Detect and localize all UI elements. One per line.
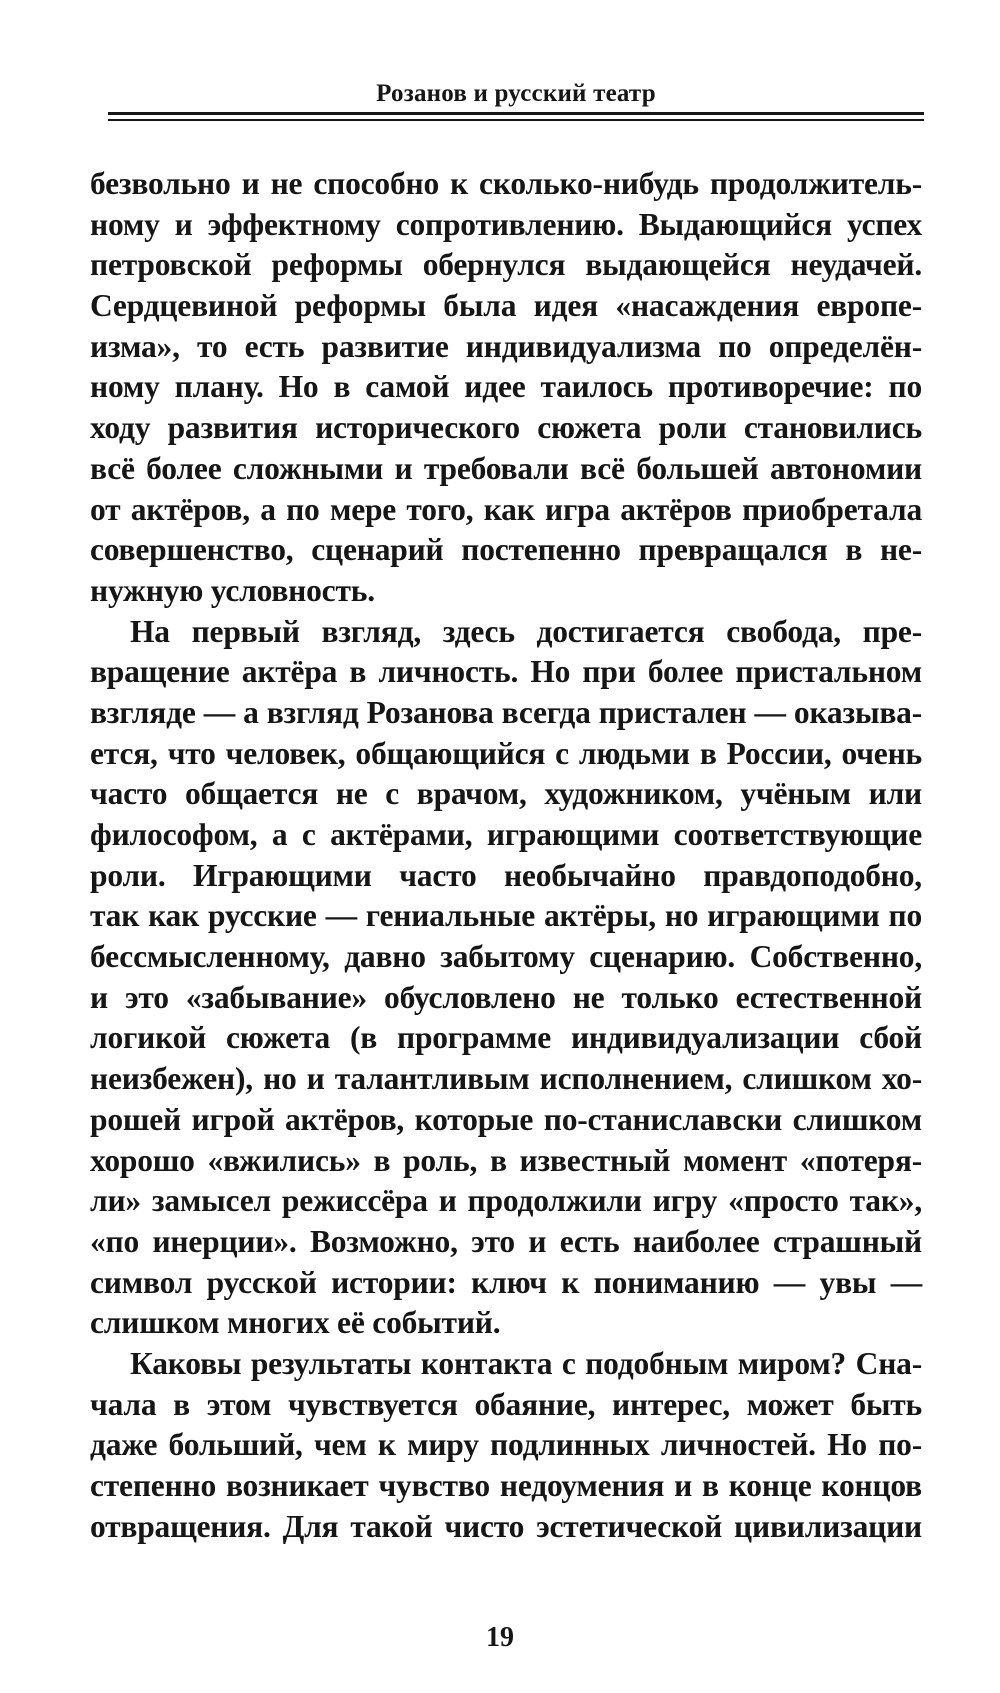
text-line: символ русской истории: ключ к пониманию — увы —: [90, 1264, 922, 1300]
text-line: совершенство, сценарий постепенно превращался в не-: [90, 532, 922, 568]
running-head: Розанов и русский театр: [376, 80, 656, 107]
text-line: безвольно и не способно к сколько-нибудь продолжитель-: [90, 166, 922, 201]
text-line: часто общается не с врачом, художником, учёным или: [90, 776, 922, 812]
text-line: так как русские — гениальные актёры, но играющими по: [90, 898, 922, 934]
text-line: даже больший, чем к миру подлинных личностей. Но по-: [90, 1427, 922, 1463]
text-line: ется, что человек, общающийся с людьми в России, очень: [90, 735, 922, 771]
text-line: вращение актёра в личность. Но при более пристальном: [90, 654, 922, 690]
text-line: ли» замысел режиссёра и продолжили игру «просто так»,: [90, 1183, 922, 1219]
text-line: петровской реформы обернулся выдающейся неудачей.: [90, 247, 922, 283]
text-line: неизбежен), но и талантливым исполнением, слишком хо-: [90, 1061, 922, 1097]
text-line: изма», то есть развитие индивидуализма по определён-: [90, 328, 922, 364]
text-line: всё более сложными и требовали всё большей автономии: [90, 450, 922, 486]
text-line: Сердцевиной реформы была идея «насаждения европе-: [90, 288, 922, 324]
header-rule-thick: [108, 112, 924, 115]
text-line: роли. Играющими часто необычайно правдоподобно,: [90, 857, 922, 893]
header-rule-thin: [108, 119, 924, 121]
text-line: ному плану. Но в самой идее таилось противоречие: по: [90, 369, 922, 405]
text-line: и это «забывание» обусловлено не только естественной: [90, 979, 922, 1015]
text-line: хорошо «вжились» в роль, в известный момент «потеря-: [90, 1142, 922, 1178]
text-line: Каковы результаты контакта с подобным миром? Сна-: [130, 1345, 922, 1381]
text-line: нужную условность.: [90, 572, 375, 608]
text-line: взгляде — а взгляд Розанова всегда пристален — оказыва-: [90, 694, 922, 730]
text-line: степенно возникает чувство недоумения и в конце концов: [90, 1468, 922, 1503]
text-line: чала в этом чувствуется обаяние, интерес, может быть: [90, 1386, 922, 1422]
text-line: отвращения. Для такой чисто эстетической цивилизации: [90, 1508, 922, 1544]
text-line: ному и эффектному сопротивлению. Выдающийся успех: [90, 206, 922, 242]
text-line: рошей игрой актёров, которые по-станиславски слишком: [90, 1101, 922, 1137]
text-line: логикой сюжета (в программе индивидуализации сбой: [90, 1020, 922, 1056]
page-number: 19: [486, 1622, 514, 1653]
text-line: бессмысленному, давно забытому сценарию. Собственно,: [90, 939, 922, 975]
text-line: от актёров, а по мере того, как игра актёров приобретала: [90, 491, 922, 527]
text-line: «по инерции». Возможно, это и есть наиболее страшный: [90, 1223, 922, 1259]
body-text: [90, 164, 922, 1547]
text-line: слишком многих её событий.: [90, 1305, 501, 1341]
text-line: ходу развития исторического сюжета роли становились: [90, 410, 922, 446]
text-line: философом, а с актёрами, играющими соответствующие: [90, 817, 922, 852]
text-line: На первый взгляд, здесь достигается свобода, пре-: [130, 613, 922, 649]
